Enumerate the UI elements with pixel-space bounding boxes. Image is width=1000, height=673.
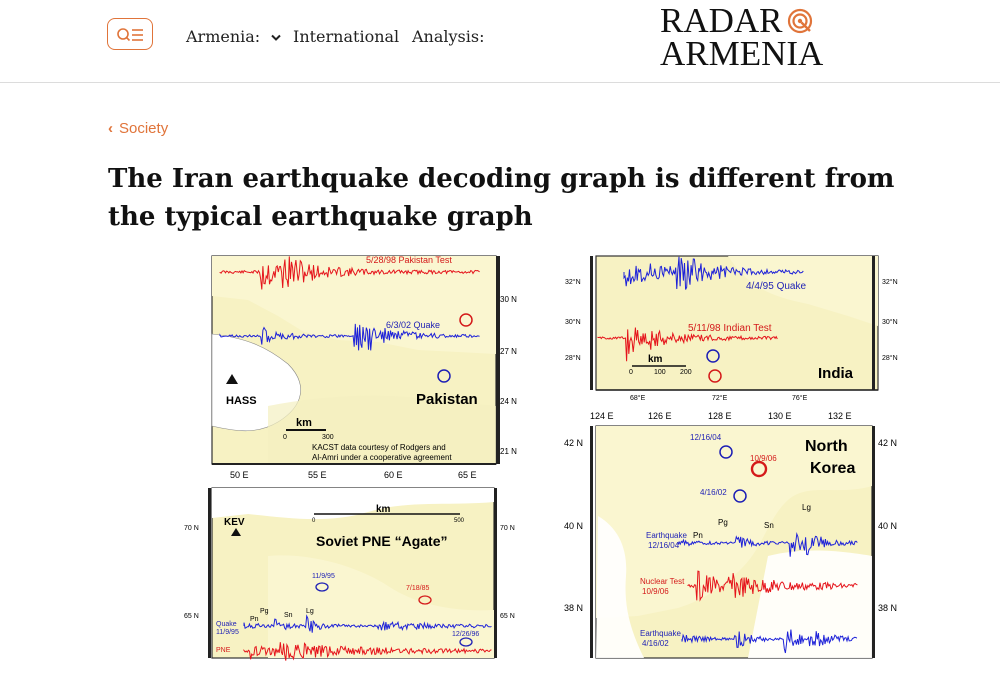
korea-trace3-b: 4/16/02	[642, 639, 669, 648]
scale-soviet-0: 0	[312, 518, 316, 524]
soviet-lat-left-70: 70 N	[184, 525, 199, 532]
panel-india	[565, 256, 898, 402]
soviet-event-1: 11/9/95	[312, 573, 335, 580]
credit-line-1: KACST data courtesy of Rodgers and	[312, 443, 446, 452]
soviet-phase-lg: Lg	[306, 608, 314, 615]
korea-lon-124: 124 E	[590, 411, 614, 421]
country-pakistan-label: Pakistan	[416, 391, 478, 408]
nav-international-label: International	[293, 27, 400, 46]
korea-trace2-a: Nuclear Test	[640, 577, 685, 586]
breadcrumb[interactable]	[108, 120, 168, 137]
station-kev-label: KEV	[224, 517, 245, 528]
india-lon-76: 76°E	[792, 395, 808, 402]
korea-trace2-b: 10/9/06	[642, 587, 669, 596]
trace-label-india-test: 5/11/98 Indian Test	[688, 323, 772, 334]
india-lat-right-32: 32°N	[882, 279, 898, 286]
india-lat-left-32: 32°N	[565, 279, 581, 286]
korea-lon-128: 128 E	[708, 411, 732, 421]
india-lon-68: 68°E	[630, 395, 646, 402]
trace-label-india-quake: 4/4/95 Quake	[746, 281, 807, 292]
soviet-trace1-b: 11/9/95	[216, 629, 239, 636]
korea-lon-126: 126 E	[648, 411, 672, 421]
korea-phase-lg: Lg	[802, 503, 811, 512]
india-lat-left-30: 30°N	[565, 319, 581, 326]
korea-lat-left-40: 40 N	[564, 521, 584, 531]
india-lat-right-28: 28°N	[882, 355, 898, 362]
scale-km-india: km	[648, 354, 663, 365]
scale-km-pakistan: km	[296, 417, 312, 429]
station-hass-label: HASS	[226, 395, 257, 407]
article-figure	[184, 255, 898, 658]
korea-phase-pg: Pg	[718, 518, 728, 527]
chevron-left-icon: ‹	[108, 120, 113, 137]
nav-armenia[interactable]	[186, 27, 281, 46]
soviet-event-2: 7/18/85	[406, 585, 430, 592]
soviet-trace1-a: Quake	[216, 621, 237, 628]
radar-icon	[787, 8, 813, 34]
korea-lat-right-42: 42 N	[878, 438, 898, 448]
korea-lat-right-40: 40 N	[878, 521, 898, 531]
seismogram-figure	[184, 255, 898, 658]
trace-label-pakistan-test: 5/28/98 Pakistan Test	[366, 255, 452, 265]
site-logo[interactable]	[660, 3, 835, 73]
soviet-lat-right-70: 70 N	[500, 525, 515, 532]
lon-50e: 50 E	[230, 470, 249, 480]
scale-india-200: 200	[680, 369, 692, 376]
korea-event-3: 4/16/02	[700, 488, 727, 497]
lat-27n: 27 N	[500, 347, 517, 356]
india-lon-72: 72°E	[712, 395, 728, 402]
korea-lat-left-38: 38 N	[564, 603, 584, 613]
trace-label-pakistan-quake: 6/3/02 Quake	[386, 320, 441, 330]
country-korea-line2: Korea	[810, 460, 856, 477]
search-menu-button[interactable]	[107, 18, 153, 50]
lon-60e: 60 E	[384, 470, 403, 480]
breadcrumb-label: Society	[119, 120, 169, 137]
credit-line-2: Al-Amri under a cooperative agreement	[312, 453, 452, 462]
nav-armenia-label: Armenia:	[186, 27, 261, 46]
nav-analysis[interactable]	[412, 27, 484, 46]
nav-analysis-label: Analysis:	[412, 27, 485, 46]
soviet-phase-sn: Sn	[284, 612, 293, 619]
korea-lat-right-38: 38 N	[878, 603, 898, 613]
korea-phase-sn: Sn	[764, 521, 774, 530]
soviet-lat-right-65: 65 N	[500, 613, 515, 620]
korea-trace1-a: Earthquake	[646, 531, 687, 540]
lat-21n: 21 N	[500, 447, 517, 456]
korea-lat-left-42: 42 N	[564, 438, 584, 448]
panel-pakistan	[212, 255, 517, 480]
panel-korea	[564, 411, 897, 658]
soviet-phase-pg: Pg	[260, 608, 269, 615]
lon-55e: 55 E	[308, 470, 327, 480]
nav-international[interactable]	[293, 27, 399, 46]
soviet-trace2-a: PNE	[216, 647, 231, 654]
logo-line-1: RADAR	[660, 1, 783, 40]
country-korea-line1: North	[805, 438, 848, 455]
search-menu-icon	[116, 25, 146, 45]
soviet-phase-pn: Pn	[250, 616, 259, 623]
lat-24n: 24 N	[500, 397, 517, 406]
article-title: The Iran earthquake decoding graph is different from the typical earthquake graph	[108, 164, 895, 232]
site-header	[0, 0, 1000, 83]
korea-trace1-b: 12/16/04	[648, 541, 680, 550]
lon-65e: 65 E	[458, 470, 477, 480]
panel-soviet	[184, 488, 515, 661]
chevron-down-icon	[271, 34, 281, 42]
logo-line-2: ARMENIA	[660, 34, 824, 73]
scale-km-soviet: km	[376, 504, 391, 515]
korea-lon-130: 130 E	[768, 411, 792, 421]
scale-pakistan-0: 0	[283, 434, 287, 441]
scale-india-0: 0	[629, 369, 633, 376]
india-lat-left-28: 28°N	[565, 355, 581, 362]
scale-soviet-500: 500	[454, 518, 465, 524]
lat-30n: 30 N	[500, 295, 517, 304]
scale-india-100: 100	[654, 369, 666, 376]
korea-lon-132: 132 E	[828, 411, 852, 421]
korea-trace3-a: Earthquake	[640, 629, 681, 638]
soviet-lat-left-65: 65 N	[184, 613, 199, 620]
korea-event-2: 10/9/06	[750, 454, 777, 463]
country-india-label: India	[818, 365, 854, 382]
india-lat-right-30: 30°N	[882, 319, 898, 326]
scale-pakistan-300: 300	[322, 434, 334, 441]
soviet-event-3: 12/26/96	[452, 631, 480, 638]
korea-phase-pn: Pn	[693, 531, 703, 540]
korea-event-1: 12/16/04	[690, 433, 722, 442]
soviet-title: Soviet PNE “Agate”	[316, 533, 448, 549]
